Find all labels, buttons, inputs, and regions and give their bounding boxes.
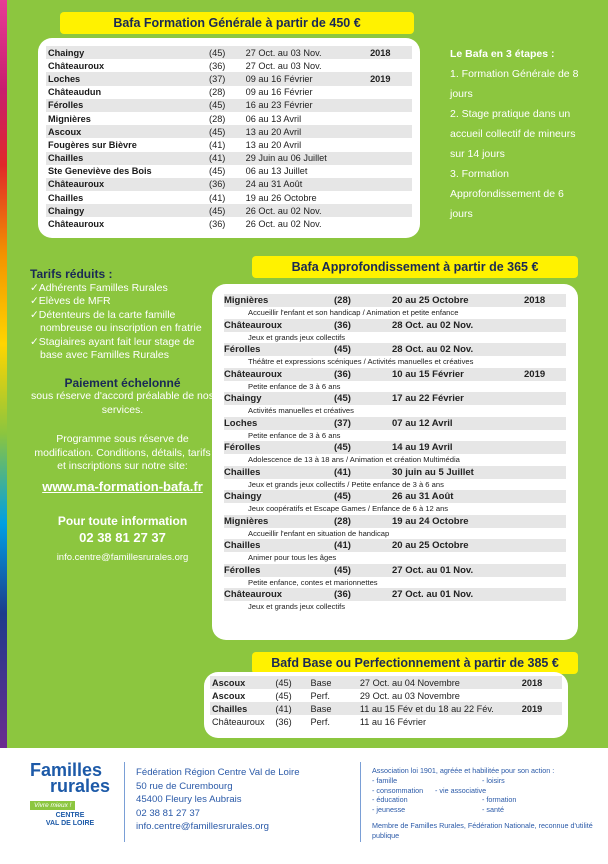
table-cell [368,191,412,204]
table-cell: (41) [273,702,308,715]
table-row [46,46,412,59]
table-row [210,676,562,689]
row-description: Activités manuelles et créatives [248,406,354,415]
list-row [224,368,566,381]
table-cell: Châteaudun [48,87,102,98]
row-city: Mignières [224,295,269,306]
row-city: Loches [224,417,258,429]
table-cell: Base [309,702,358,715]
table-cell [368,138,412,151]
paiement-text: sous réserve d'accord préalable de nos services. [31,390,214,416]
row-city: Chailles [224,540,261,551]
section2-title: Bafa Approfondissement à partir de 365 € [252,256,578,278]
list-row [224,319,566,332]
table-cell: (36) [275,716,292,727]
table-cell: 24 au 31 Août [244,178,368,191]
list-row [224,515,566,528]
table-cell: (37) [207,72,244,85]
row-dates: 14 au 19 Avril [392,442,453,453]
table-cell: 26 Oct. au 02 Nov. [244,204,368,217]
table-cell: 13 au 20 Avril [244,125,368,138]
table-cell: Ascoux [212,690,246,701]
table-cell: Fougères sur Bièvre [48,139,137,150]
list-item [224,319,566,344]
assoc-item: - consommation [372,785,424,795]
table-cell: Ascoux [46,125,207,138]
member-text: Membre de Familles Rurales, Fédération Nationale, reconnue d'utilité publique [372,820,593,840]
row-city: Châteauroux [224,589,283,600]
table-row [46,59,412,72]
row-city: Férolles [224,344,261,355]
row-description: Petite enfance, contes et marionnettes [248,577,378,587]
table-cell: Chaingy [46,46,207,59]
row-dates: 28 Oct. au 02 Nov. [392,319,474,331]
assoc-item: - santé [482,805,504,815]
assoc-item: - vie associative [435,785,487,795]
table-cell: 06 au 13 Avril [245,113,302,124]
table-cell [368,204,412,217]
row-dept: (36) [334,319,351,331]
row-dept: (41) [334,540,351,551]
list-item [224,417,566,442]
site-link[interactable]: www.ma-formation-bafa.fr [42,478,203,494]
table-cell [368,165,412,178]
list-item [224,466,566,491]
address-line: 02 38 81 27 37 [136,807,201,819]
table-cell: 29 Juin au 06 Juillet [244,152,368,165]
list-row [224,343,566,356]
steps-box [450,44,580,224]
table-cell: 11 au 15 Fév et du 18 au 22 Fév. [358,702,520,715]
table-cell: 2019 [368,72,412,85]
row-dates: 10 au 15 Février [392,368,464,380]
table-cell: (41) [209,192,226,203]
address-line: Fédération Région Centre Val de Loire [136,767,300,778]
table-cell: Férolles [46,99,207,112]
row-dates: 26 au 31 Août [392,491,454,502]
footer-divider-2 [360,762,361,842]
logo-slogan: Vivre mieux ! [30,801,75,810]
row-city: Châteauroux [224,319,283,331]
row-city: Chailles [224,466,261,478]
row-dept: (45) [334,564,351,576]
section2-list [224,294,566,613]
list-item [224,441,566,466]
table-cell: Ste Geneviève des Bois [48,166,152,177]
section1-title: Bafa Formation Générale à partir de 450 € [60,12,414,34]
list-row [224,490,566,503]
assoc-title: Association loi 1901, agréée et habilitée pour son action : [372,766,555,775]
table-cell: Loches [46,72,207,85]
row-city: Férolles [224,564,261,576]
programme-text: Programme sous réserve de modification. Conditions, détails, tarifs et inscriptions sur notre site: [34,433,211,472]
row-dept: (37) [334,417,351,429]
list-item [224,564,566,589]
row-dept: (45) [334,442,351,453]
logo-text-1: Familles [30,760,103,780]
phone-number: 02 38 81 27 37 [79,530,166,545]
tarifs-title: Tarifs réduits : [30,267,113,281]
row-dept: (28) [334,295,351,306]
list-item [224,515,566,540]
table-cell: (28) [209,113,226,124]
row-year: 2018 [524,295,546,306]
association-block [372,766,602,841]
list-row [224,588,566,601]
step-3: 3. Formation Approfondissement de 6 jours [450,168,564,220]
table-cell: Chailles [46,152,207,165]
table-cell: (45) [209,166,226,177]
address-line[interactable]: info.centre@famillesrurales.org [136,821,269,833]
list-row [224,392,566,405]
row-description: Jeux et grands jeux collectifs [248,332,346,342]
section1-table [46,46,412,231]
list-row [224,417,566,430]
tarif-item: ✓Adhérents Familles Rurales [30,281,168,294]
list-item [224,490,566,515]
left-column [30,268,215,564]
table-cell: Châteauroux [48,219,105,230]
tarif-item: ✓Stagiaires ayant fait leur stage de base avec Familles Rurales [30,335,195,361]
table-row [46,191,412,204]
address-line: 45400 Fleury les Aubrais [136,794,242,806]
logo-region-2: VAL DE LOIRE [45,820,95,827]
section1-panel [38,38,420,238]
table-row [46,125,412,138]
table-row [46,138,412,151]
section3-title: Bafd Base ou Perfectionnement à partir de 385 € [252,652,578,674]
table-cell: 13 au 20 Avril [245,139,302,150]
logo-text-2: rurales [49,776,110,796]
table-row [46,204,412,217]
table-row [46,178,412,191]
list-item [224,588,566,613]
row-dates: 19 au 24 Octobre [392,515,469,527]
logo [30,762,110,828]
table-cell: (45) [207,46,244,59]
table-row [46,99,412,112]
row-dates: 30 juin au 5 Juillet [392,466,474,478]
row-dept: (45) [334,491,351,502]
row-dates: 27 Oct. au 01 Nov. [392,564,474,576]
table-cell: Chailles [210,702,273,715]
row-description: Accueillir l'enfant et son handicap / Animation et petite enfance [248,308,459,317]
row-dept: (28) [334,515,351,527]
list-row [224,466,566,479]
row-description: Adolescence de 13 à 18 ans / Animation et création Multimédia [248,455,460,464]
table-cell: 27 Oct. au 03 Nov. [245,60,322,71]
row-dates: 07 au 12 Avril [392,417,453,429]
table-cell: 06 au 13 Juillet [245,166,308,177]
rainbow-stripe [0,0,7,748]
row-description: Accueillir l'enfant en situation de handicap [248,528,390,538]
assoc-item: - formation [482,795,517,805]
table-cell: 16 au 23 Février [244,99,368,112]
table-cell: (45) [273,676,308,689]
table-row [210,715,562,728]
row-description: Jeux et grands jeux collectifs [248,602,346,611]
table-cell: (36) [207,178,244,191]
table-cell: 26 Oct. au 02 Nov. [245,219,322,230]
table-row [46,72,412,85]
table-cell [520,715,562,728]
row-dept: (36) [334,368,351,380]
row-dept: (45) [334,344,351,355]
table-cell [368,217,412,230]
tarif-item: ✓Elèves de MFR [30,295,111,307]
section3-panel [204,672,568,738]
table-cell: Perf. [310,716,330,727]
table-cell: Chaingy [46,204,207,217]
table-cell [368,112,412,125]
table-cell: 09 au 16 Février [244,72,368,85]
row-city: Férolles [224,442,261,453]
tarif-item: ✓Détenteurs de la carte famille nombreuse ou inscription en fratrie [30,308,202,334]
table-cell: (36) [209,60,226,71]
table-cell: Ascoux [210,676,273,689]
row-description: Jeux et grands jeux collectifs / Petite enfance de 3 à 6 ans [248,479,444,489]
table-cell: Chailles [48,192,84,203]
assoc-item: - famille [372,775,398,785]
table-cell: Châteauroux [48,60,105,71]
address-block [136,766,300,834]
table-row [46,217,412,230]
table-cell: (28) [209,87,226,98]
table-cell: 09 au 16 Février [245,87,313,98]
row-dept: (36) [334,589,351,600]
table-cell [368,59,412,72]
table-cell: (41) [209,139,226,150]
step-1: 1. Formation Générale de 8 jours [450,68,579,100]
table-cell [368,99,412,112]
row-description: Théâtre et expressions scéniques / Activités manuelles et créatives [248,357,474,366]
row-dept: (41) [334,466,351,478]
row-city: Chaingy [224,491,262,502]
table-cell: 2018 [368,46,412,59]
table-cell: Base [309,676,358,689]
row-city: Châteauroux [224,368,283,380]
tarifs-list [30,282,215,363]
table-cell [368,86,412,99]
assoc-item: - jeunesse [372,805,406,815]
table-row [46,152,412,165]
table-row [46,112,412,125]
table-cell: 29 Oct. au 03 Novembre [359,690,460,701]
row-city: Chaingy [224,393,262,404]
table-cell: 2018 [520,676,562,689]
list-item [224,392,566,417]
row-dates: 27 Oct. au 01 Nov. [392,589,474,600]
table-row [210,702,562,715]
address-line: 50 rue de Curembourg [136,780,233,792]
list-item [224,343,566,368]
table-cell: 11 au 16 Février [359,716,427,727]
info-title: Pour toute information [57,514,188,528]
assoc-item: - loisirs [482,775,505,785]
table-cell [368,152,412,165]
list-row [224,294,566,307]
section2-panel [212,284,578,640]
table-cell: Perf. [310,690,330,701]
paiement-title: Paiement échelonné [64,375,181,390]
table-cell: (45) [207,204,244,217]
row-description: Jeux coopératifs et Escape Games / Enfance de 6 à 12 ans [248,504,449,513]
row-description: Animer pour tous les âges [248,553,337,562]
row-dates: 20 au 25 Octobre [392,295,469,306]
table-cell [368,125,412,138]
row-dept: (45) [334,393,351,404]
row-year: 2019 [524,368,546,380]
list-item [224,368,566,393]
list-item [224,539,566,564]
table-cell: 27 Oct. au 04 Novembre [358,676,520,689]
section3-table [210,676,562,728]
table-cell: 2019 [520,702,562,715]
list-row [224,564,566,577]
table-cell [520,689,562,702]
row-description: Petite enfance de 3 à 6 ans [248,381,341,391]
list-row [224,441,566,454]
table-cell: (45) [207,99,244,112]
table-row [46,165,412,178]
table-cell: Châteauroux [212,716,265,727]
table-row [46,86,412,99]
email-address[interactable]: info.centre@famillesrurales.org [56,551,189,563]
table-cell: 27 Oct. au 03 Nov. [244,46,368,59]
logo-region-1: CENTRE [55,812,85,819]
footer-divider-1 [124,762,125,842]
row-city: Mignières [224,515,269,527]
list-row [224,539,566,552]
row-dates: 20 au 25 Octobre [392,540,469,551]
table-cell: (36) [209,219,226,230]
row-dates: 28 Oct. au 02 Nov. [392,344,474,355]
table-cell: (45) [275,690,292,701]
table-cell [368,178,412,191]
step-2: 2. Stage pratique dans un accueil collectif de mineurs sur 14 jours [450,108,576,160]
table-cell: Châteauroux [46,178,207,191]
table-cell: (41) [207,152,244,165]
assoc-item: - éducation [372,795,408,805]
list-item [224,294,566,319]
table-cell: Mignières [48,113,91,124]
table-row [210,689,562,702]
row-description: Petite enfance de 3 à 6 ans [248,430,341,440]
row-dates: 17 au 22 Février [392,393,464,404]
table-cell: (45) [207,125,244,138]
table-cell: 19 au 26 Octobre [245,192,317,203]
steps-title: Le Bafa en 3 étapes : [450,48,555,60]
